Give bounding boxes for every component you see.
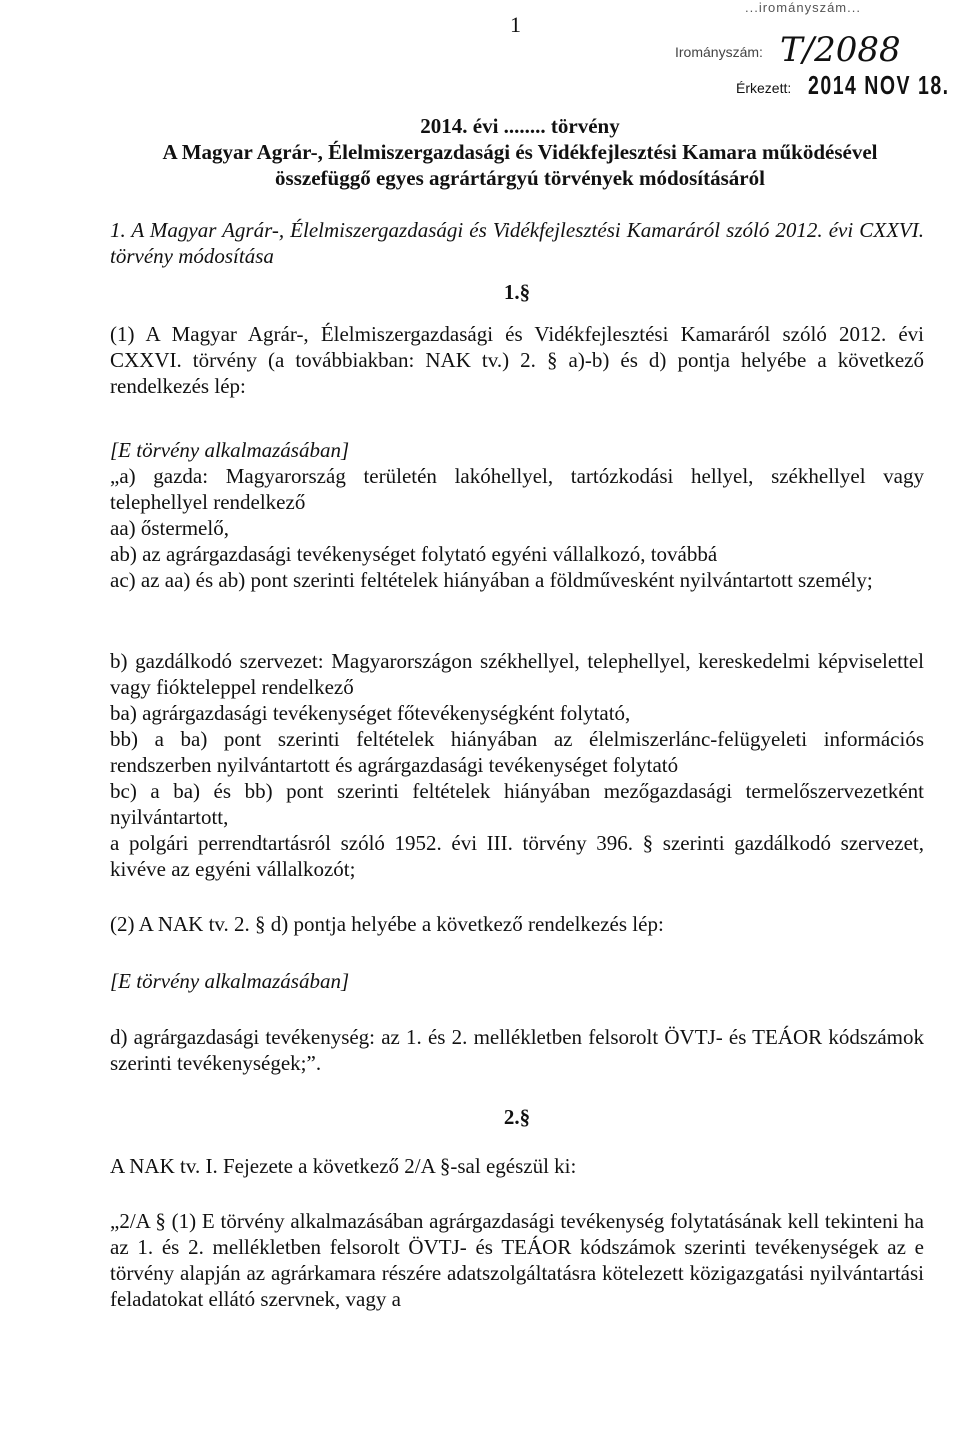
point-ac: ac) az aa) és ab) pont szerinti feltételek hiányában a földművesként nyilvántartott személy; [110, 568, 873, 592]
section-2-heading: 2.§ [503, 1105, 531, 1129]
point-d: d) agrárgazdasági tevékenység: az 1. és 2. mellékletben felsorolt ÖVTJ- és TEÁOR kódszámok szerinti tevékenységek;”. [110, 1025, 924, 1075]
paragraph-4: „2/A § (1) E törvény alkalmazásában agrárgazdasági tevékenység folytatásának kell tekinteni ha az 1. és 2. mellékletben felsorolt ÖVTJ- és TEÁOR kódszámok szerinti tevékenységek az e törvény alapján az agrárkamara részére adatszolgáltatásra kötelezett közigazgatási nyilvántartási feladatokat ellátó szervnek, vagy a [110, 1209, 924, 1311]
stamp-erkezett-date-text: 2014 NOV 18. [808, 70, 950, 100]
point-ba: ba) agrárgazdasági tevékenységet főtevékenységként folytató, [110, 701, 631, 725]
context-line-1: [E törvény alkalmazásában] [110, 438, 350, 462]
page-number: 1 [510, 12, 521, 37]
point-b-tail: a polgári perrendtartásról szóló 1952. évi III. törvény 396. § szerinti gazdálkodó szervezet, kivéve az egyéni vállalkozót; [110, 831, 924, 881]
point-aa: aa) őstermelő, [110, 516, 229, 540]
point-a-intro: „a) gazda: Magyarország területén lakóhellyel, tartózkodási hellyel, székhellyel vagy telephellyel rendelkező [110, 464, 924, 514]
law-title-line-1: 2014. évi ........ törvény [420, 114, 620, 138]
paragraph-1: (1) A Magyar Agrár-, Élelmiszergazdasági és Vidékfejlesztési Kamaráról szóló 2012. évi CXXVI. törvény (a továbbiakban: NAK tv.) 2. § a)-b) és d) pontja helyébe a következő rendelkezés lép: [110, 322, 924, 398]
point-ab: ab) az agrárgazdasági tevékenységet folytató egyéni vállalkozó, továbbá [110, 542, 718, 566]
law-title-line-3: összefüggő egyes agrártárgyú törvények módosításáról [275, 166, 765, 190]
stamp-iromany-number: T/2088 [780, 30, 901, 70]
law-title-line-2: A Magyar Agrár-, Élelmiszergazdasági és Vidékfejlesztési Kamara működésével [162, 140, 878, 164]
stamp-erkezett-label: Érkezett: [736, 80, 792, 96]
point-b-intro: b) gazdálkodó szervezet: Magyarországon székhellyel, telephellyel, kereskedelmi képviselettel vagy fiókteleppel rendelkező [110, 649, 924, 699]
stamp-iromany-label: Irományszám: [675, 44, 763, 60]
section-1-heading: 1.§ [503, 280, 531, 304]
context-line-2: [E törvény alkalmazásában] [110, 969, 350, 993]
point-bb: bb) a ba) pont szerinti feltételek hiányában az élelmiszerlánc-felügyeleti információs rendszerben nyilvántartott és agrárgazdasági tevékenységet folytató [110, 727, 924, 777]
stamp-top-text: ...irományszám... [745, 0, 861, 15]
point-bc: bc) a ba) és bb) pont szerinti feltételek hiányában mezőgazdasági termelőszervezetként nyilvántartott, [110, 779, 924, 829]
chapter-heading: 1. A Magyar Agrár-, Élelmiszergazdasági és Vidékfejlesztési Kamaráról szóló 2012. évi CXXVI. törvény módosítása [110, 218, 924, 268]
paragraph-2: (2) A NAK tv. 2. § d) pontja helyébe a következő rendelkezés lép: [110, 912, 664, 936]
stamp-erkezett-date [808, 70, 960, 101]
paragraph-3: A NAK tv. I. Fejezete a következő 2/A §-sal egészül ki: [110, 1154, 577, 1178]
